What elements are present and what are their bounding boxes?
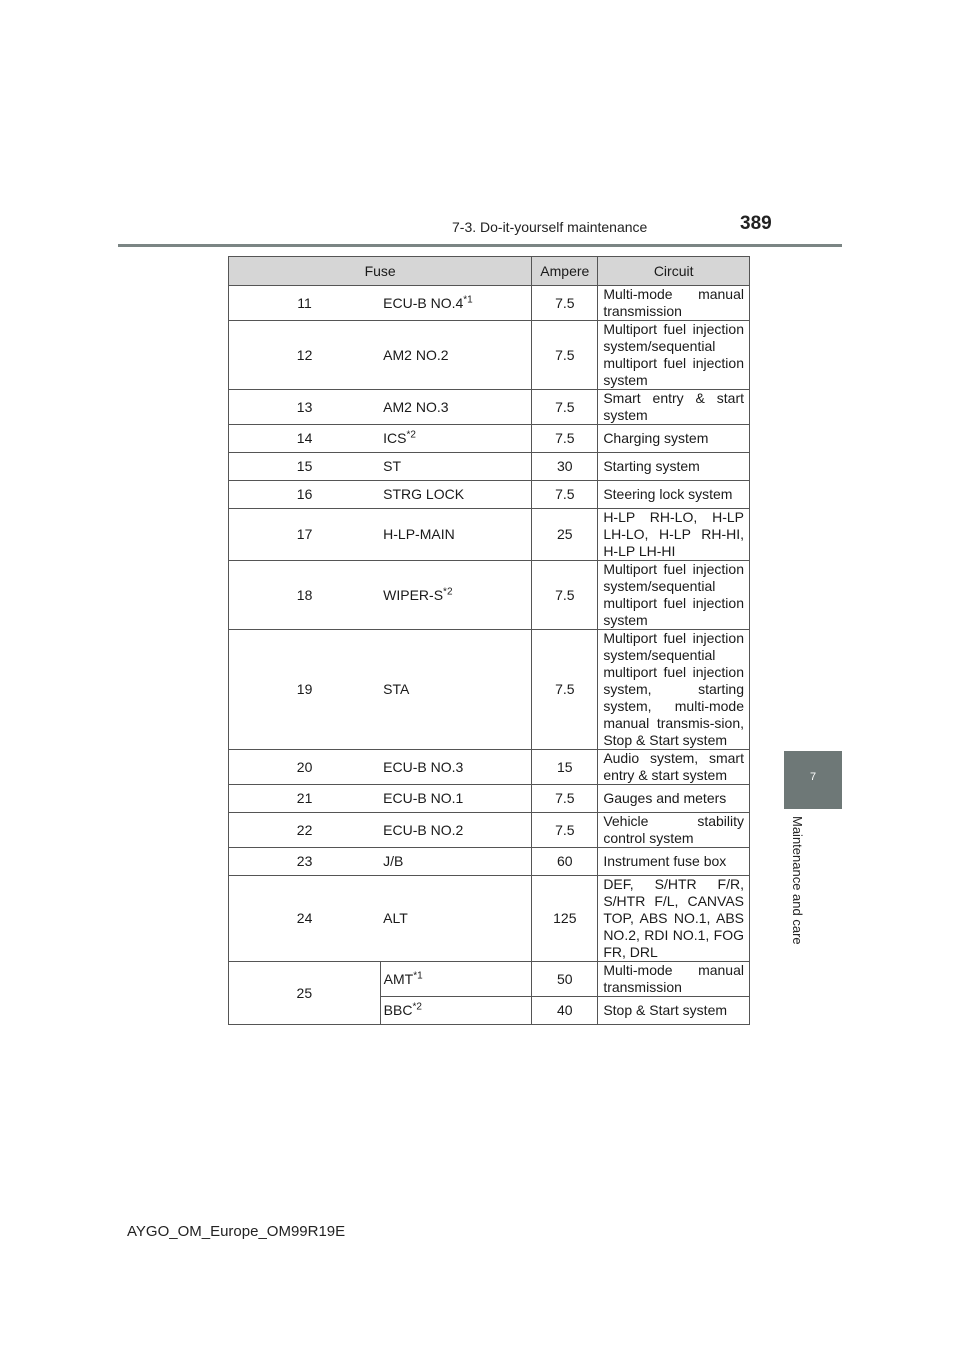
fuse-name xyxy=(380,321,532,390)
table-row xyxy=(229,876,750,962)
footnote-mark: *1 xyxy=(413,969,423,981)
fuse-number: 25 xyxy=(229,962,381,1025)
fuse-circuit: DEF, S/HTR F/R, S/HTR F/L, CANVAS TOP, ABS NO.1, ABS NO.2, RDI NO.1, FOG FR, DRL xyxy=(598,876,750,962)
fuse-name xyxy=(380,630,532,750)
fuse-name xyxy=(380,286,532,321)
fuse-number: 11 xyxy=(229,286,381,321)
fuse-ampere: 15 xyxy=(532,750,598,785)
header-ampere: Ampere xyxy=(532,257,598,286)
fuse-name xyxy=(380,997,532,1025)
header-divider xyxy=(118,244,842,247)
fuse-name-text: AM2 NO.2 xyxy=(383,346,449,363)
fuse-number: 14 xyxy=(229,425,381,453)
footnote-mark: *2 xyxy=(412,1001,422,1013)
header-circuit: Circuit xyxy=(598,257,750,286)
fuse-ampere: 60 xyxy=(532,848,598,876)
table-body xyxy=(229,286,750,1025)
table-row xyxy=(229,561,750,630)
chapter-number: 7 xyxy=(809,771,817,783)
page-number: 389 xyxy=(740,213,772,234)
fuse-number: 17 xyxy=(229,509,381,561)
fuse-ampere: 125 xyxy=(532,876,598,962)
fuse-ampere: 7.5 xyxy=(532,425,598,453)
fuse-ampere: 7.5 xyxy=(532,481,598,509)
document-id: AYGO_OM_Europe_OM99R19E xyxy=(127,1223,346,1240)
fuse-circuit: Starting system xyxy=(598,453,750,481)
chapter-title: Maintenance and care xyxy=(790,816,805,945)
fuse-name-text: ECU-B NO.4 xyxy=(383,294,464,311)
fuse-ampere: 7.5 xyxy=(532,561,598,630)
fuse-name-text: AMT xyxy=(383,970,414,987)
fuse-ampere: 7.5 xyxy=(532,286,598,321)
fuse-ampere: 30 xyxy=(532,453,598,481)
fuse-table xyxy=(228,256,750,1025)
table-row xyxy=(229,630,750,750)
fuse-ampere: 7.5 xyxy=(532,813,598,848)
fuse-ampere: 7.5 xyxy=(532,630,598,750)
fuse-number: 22 xyxy=(229,813,381,848)
table-row xyxy=(229,453,750,481)
fuse-name-text: BBC xyxy=(383,1002,413,1018)
fuse-circuit: H-LP RH-LO, H-LP LH-LO, H-LP RH-HI, H-LP LH-HI xyxy=(598,509,750,561)
fuse-circuit: Steering lock system xyxy=(598,481,750,509)
footnote-mark: *2 xyxy=(443,585,453,597)
fuse-name xyxy=(380,561,532,630)
footnote-mark: *1 xyxy=(463,293,473,305)
table-row xyxy=(229,813,750,848)
fuse-name-text: ECU-B NO.1 xyxy=(383,790,464,806)
fuse-name-text: ST xyxy=(383,458,402,474)
fuse-number: 20 xyxy=(229,750,381,785)
fuse-name-text: ICS xyxy=(383,430,407,446)
fuse-number: 15 xyxy=(229,453,381,481)
table-row xyxy=(229,321,750,390)
fuse-circuit: Multi-mode manual transmission xyxy=(598,286,750,321)
fuse-circuit: Instrument fuse box xyxy=(598,848,750,876)
fuse-name-text: WIPER-S xyxy=(383,586,444,603)
fuse-number: 23 xyxy=(229,848,381,876)
table-row xyxy=(229,509,750,561)
fuse-circuit: Multiport fuel injection system/sequential multiport fuel injection system xyxy=(598,321,750,390)
footnote-mark: *2 xyxy=(406,429,416,441)
fuse-name xyxy=(380,453,532,481)
fuse-ampere: 40 xyxy=(532,997,598,1025)
fuse-number: 21 xyxy=(229,785,381,813)
fuse-number: 18 xyxy=(229,561,381,630)
fuse-ampere: 7.5 xyxy=(532,785,598,813)
fuse-circuit: Vehicle stability control system xyxy=(598,813,750,848)
fuse-name xyxy=(380,848,532,876)
fuse-name xyxy=(380,425,532,453)
table-row xyxy=(229,390,750,425)
fuse-ampere: 25 xyxy=(532,509,598,561)
fuse-name-text: AM2 NO.3 xyxy=(383,398,449,415)
fuse-ampere: 50 xyxy=(532,962,598,997)
fuse-name-text: ECU-B NO.2 xyxy=(383,821,464,838)
fuse-circuit: Charging system xyxy=(598,425,750,453)
fuse-name xyxy=(380,750,532,785)
fuse-name-text: STA xyxy=(383,681,410,697)
section-title: 7-3. Do-it-yourself maintenance xyxy=(452,219,648,235)
table-row xyxy=(229,481,750,509)
header-fuse: Fuse xyxy=(229,257,532,286)
table-row xyxy=(229,962,750,997)
fuse-number: 24 xyxy=(229,876,381,962)
fuse-name xyxy=(380,813,532,848)
fuse-circuit: Multiport fuel injection system/sequential multiport fuel injection system xyxy=(598,561,750,630)
fuse-circuit: Smart entry & start system xyxy=(598,390,750,425)
table-row xyxy=(229,286,750,321)
fuse-name xyxy=(380,785,532,813)
fuse-name xyxy=(380,876,532,962)
fuse-circuit: Gauges and meters xyxy=(598,785,750,813)
fuse-number: 16 xyxy=(229,481,381,509)
fuse-name xyxy=(380,390,532,425)
chapter-tab xyxy=(784,751,842,809)
table-row xyxy=(229,750,750,785)
fuse-name-text: ECU-B NO.3 xyxy=(383,758,464,775)
table-row xyxy=(229,848,750,876)
fuse-name xyxy=(380,509,532,561)
fuse-name-text: ALT xyxy=(383,910,408,926)
fuse-number: 13 xyxy=(229,390,381,425)
fuse-number: 12 xyxy=(229,321,381,390)
table-row xyxy=(229,785,750,813)
fuse-name xyxy=(380,481,532,509)
fuse-circuit: Multiport fuel injection system/sequential multiport fuel injection system, starting system, multi-mode manual transmis-sion, Stop & Start system xyxy=(598,630,750,750)
fuse-name-text: H-LP-MAIN xyxy=(383,526,455,542)
fuse-number: 19 xyxy=(229,630,381,750)
table-row xyxy=(229,425,750,453)
fuse-circuit: Stop & Start system xyxy=(598,997,750,1025)
fuse-circuit: Audio system, smart entry & start system xyxy=(598,750,750,785)
fuse-name-text: J/B xyxy=(383,853,404,869)
fuse-ampere: 7.5 xyxy=(532,321,598,390)
table-header-row xyxy=(229,257,750,286)
fuse-name xyxy=(380,962,532,997)
fuse-name-text: STRG LOCK xyxy=(383,486,465,502)
fuse-circuit: Multi-mode manual transmission xyxy=(598,962,750,997)
fuse-ampere: 7.5 xyxy=(532,390,598,425)
